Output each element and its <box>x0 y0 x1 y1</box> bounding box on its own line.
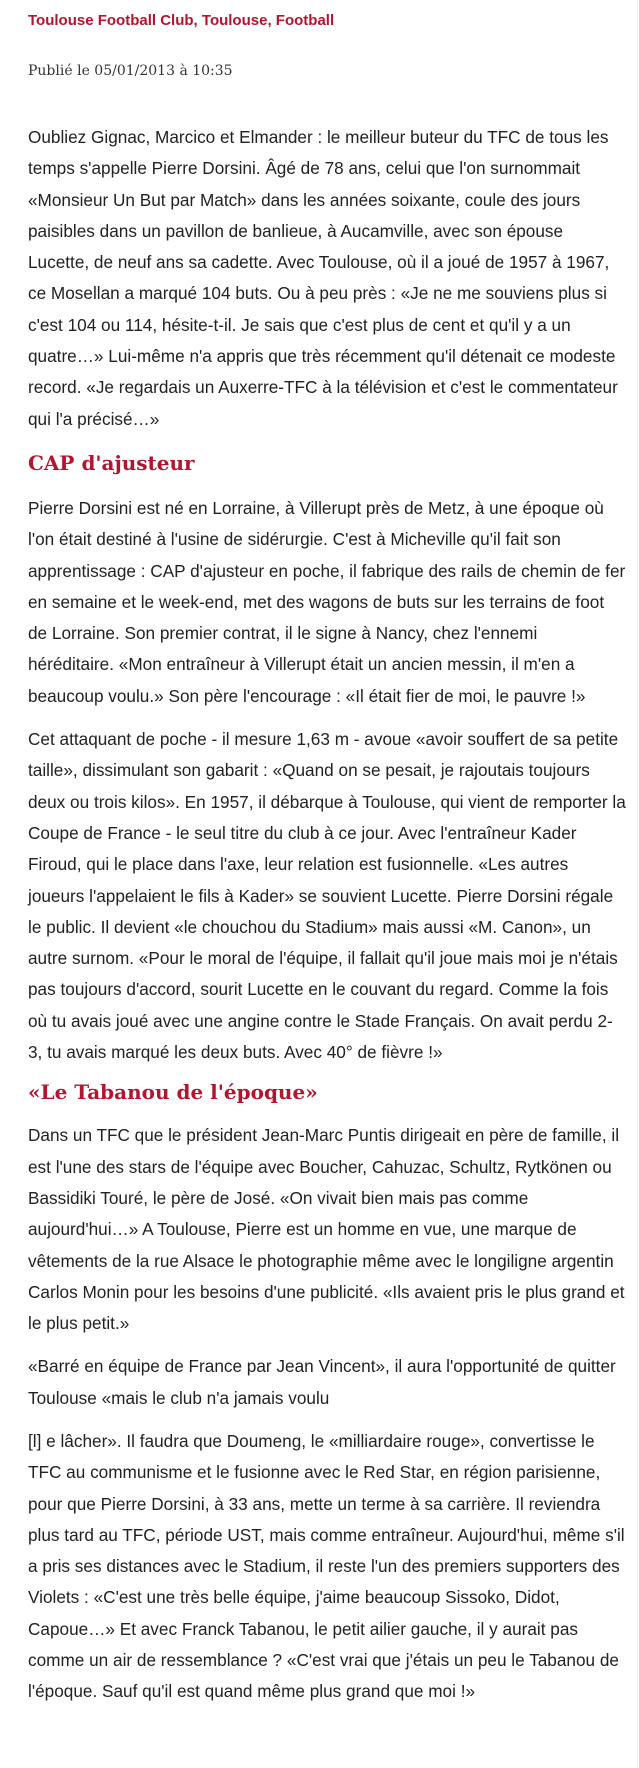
article-paragraph: Oubliez Gignac, Marcico et Elmander : le meilleur buteur du TFC de tous les temps s'appelle Pierre Dorsini. Âgé de 78 ans, celui que l'on surnommait «Monsieur Un But par Match» dans les années soixante, coule des jours paisibles dans un pavillon de banlieue, à Aucamville, avec son épouse Lucette, de neuf ans sa cadette. Avec Toulouse, où il a joué de 1957 à 1967, ce Mosellan a marqué 104 buts. Ou à peu près : «Je ne me souviens plus si c'est 104 ou 114, hésite-t-il. Je sais que c'est plus de cent et qu'il y a un quatre…» Lui-même n'a appris que très récemment qu'il détenait ce modeste record. «Je regardais un Auxerre-TFC à la télévision et c'est le commentateur qui l'a précisé…» <box>28 127 618 429</box>
tag-separator: , <box>267 12 276 29</box>
section-heading: «Le Tabanou de l'époque» <box>28 1080 318 1105</box>
tag-link-football[interactable]: Football <box>275 12 335 29</box>
article-paragraph: Pierre Dorsini est né en Lorraine, à Villerupt près de Metz, à une époque où l'on était destiné à l'usine de sidérurgie. C'est à Micheville qu'il fait son apprentissage : CAP d'ajusteur en poche, il fabrique des rails de chemin de fer en semaine et le week-end, met des wagons de buts sur les terrains de foot de Lorraine. Son premier contrat, il le signe à Nancy, chez l'ennemi héréditaire. «Mon entraîneur à Villerupt était un ancien messin, il m'en a beaucoup voulu.» Son père l'encourage : «Il était fier de moi, le pauvre !» <box>28 497 626 706</box>
article-paragraph: Cet attaquant de poche - il mesure 1,63 m - avoue «avoir souffert de sa petite taille», dissimulant son gabarit : «Quand on se pesait, je rajoutais toujours deux ou trois kilos». En 1957, il débarque à Toulouse, qui vient de remporter la Coupe de France - le seul titre du club à ce jour. Avec l'entraîneur Kader Firoud, qui le place dans l'axe, leur relation est fusionnelle. «Les autres joueurs l'appelaient le fils à Kader» se souvient Lucette. Pierre Dorsini régale le public. Il devient «le chouchou du Stadium» mais aussi «M. Canon», un autre surnom. «Pour le moral de l'équipe, il fallait qu'il joue mais moi je n'étais pas toujours d'accord, sourit Lucette en le couvant du regard. Comme la fois où tu avais joué avec une angine contre le Stade Français. On avait perdu 2-3, tu avais marqué les deux buts. Avec 40° de fièvre !» <box>28 729 626 1063</box>
tag-link-toulouse[interactable]: Toulouse <box>201 12 268 29</box>
tag-separator: , <box>193 12 202 29</box>
right-divider <box>637 0 638 1768</box>
tag-link-tfc[interactable]: Toulouse Football Club <box>28 12 194 29</box>
publish-date: Publié le 05/01/2013 à 10:35 <box>28 63 233 79</box>
article-paragraph: [l] e lâcher». Il faudra que Doumeng, le «milliardaire rouge», convertisse le TFC au communisme et le fusionne avec le Red Star, en région parisienne, pour que Pierre Dorsini, à 33 ans, mette un terme à sa carrière. Il reviendra plus tard au TFC, période UST, mais comme entraîneur. Aujourd'hui, même s'il a pris ses distances avec le Stadium, il reste l'un des premiers supporters des Violets : «C'est une très belle équipe, j'aime beaucoup Sissoko, Didot, Capoue…» Et avec Franck Tabanou, le petit ailier gauche, il y aurait pas comme un air de ressemblance ? «C'est vrai que j'étais un peu le Tabanou de l'époque. Sauf qu'il est quand même plus grand que moi !» <box>28 1430 625 1702</box>
article-body <box>28 122 626 1720</box>
tag-list <box>28 12 334 29</box>
section-heading: CAP d'ajusteur <box>28 450 195 475</box>
article-paragraph: Dans un TFC que le président Jean-Marc Puntis dirigeait en père de famille, il est l'une des stars de l'équipe avec Boucher, Cahuzac, Schultz, Rytkönen ou Bassidiki Touré, le père de José. «On vivait bien mais pas comme aujourd'hui…» A Toulouse, Pierre est un homme en vue, une marque de vêtements de la rue Alsace le photographie même avec le longiligne argentin Carlos Monin pour les besoins d'une publicité. «Ils avaient pris le plus grand et le plus petit.» <box>28 1125 625 1334</box>
article-paragraph: «Barré en équipe de France par Jean Vincent», il aura l'opportunité de quitter Toulouse «mais le club n'a jamais voulu <box>28 1356 616 1408</box>
